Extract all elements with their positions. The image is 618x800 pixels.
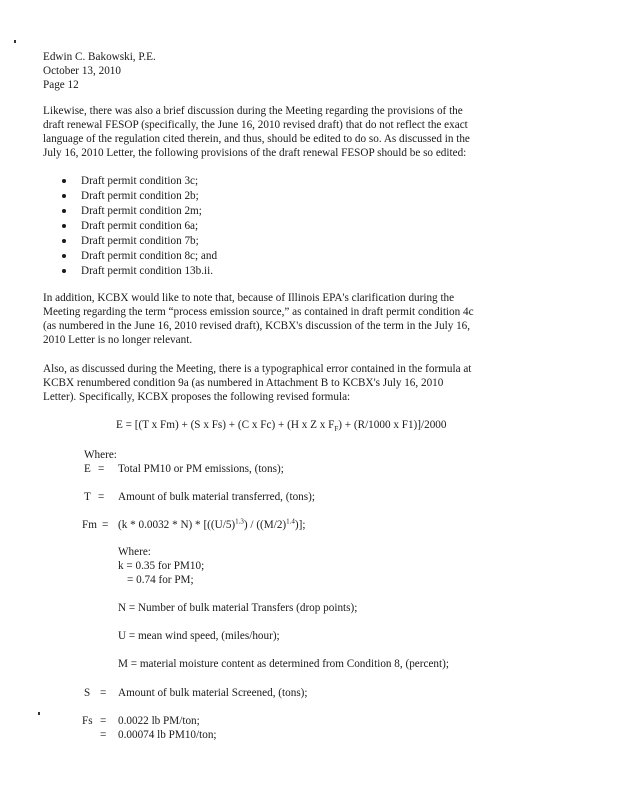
condition-item: Draft permit condition 13b.ii. xyxy=(81,265,214,277)
condition-item: Draft permit condition 2b; xyxy=(81,190,199,202)
emission-formula xyxy=(116,418,447,432)
fm-m-definition: M = material moisture content as determined from Condition 8, (percent); xyxy=(118,658,449,670)
condition-item: Draft permit condition 7b; xyxy=(81,235,199,247)
condition-item: Draft permit condition 6a; xyxy=(81,220,199,232)
paragraph-1-line: language of the regulation cited therein, and thus, should be edited to do so. As discussed in the xyxy=(43,133,470,145)
def-fs-symbol: Fs xyxy=(82,715,93,727)
def-s-symbol: S xyxy=(84,687,91,699)
def-fs-pm10: 0.00074 lb PM10/ton; xyxy=(118,729,217,741)
bullet-icon xyxy=(62,254,66,258)
fm-n-definition: N = Number of bulk material Transfers (drop points); xyxy=(118,602,358,614)
formula-rhs: = [(T x Fm) + (S x Fs) + (C x Fc) + (H x Z x F xyxy=(125,419,335,431)
scan-mark xyxy=(38,712,40,715)
fm-text-b: ) / ((M/2) xyxy=(243,519,287,531)
def-fs-equals: = xyxy=(100,715,107,727)
page-number: Page 12 xyxy=(43,79,79,91)
paragraph-2-line: Meeting regarding the term “process emission source,” as contained in draft permit condition 4c xyxy=(43,306,474,318)
fm-text-c: )]; xyxy=(294,519,306,531)
bullet-icon xyxy=(62,239,66,243)
where-label: Where: xyxy=(84,449,117,461)
paragraph-2-line: (as numbered in the June 16, 2010 revised draft), KCBX's discussion of the term in the July 16, xyxy=(43,320,471,332)
recipient-name: Edwin C. Bakowski, P.E. xyxy=(43,51,156,63)
def-e-symbol: E xyxy=(84,463,91,475)
fm-exponent-2: 1.4 xyxy=(286,517,295,526)
def-fm-text xyxy=(118,518,305,532)
paragraph-1-line: Likewise, there was also a brief discussion during the Meeting regarding the provisions of the xyxy=(43,105,463,117)
condition-item: Draft permit condition 3c; xyxy=(81,175,199,187)
condition-item: Draft permit condition 8c; and xyxy=(81,250,218,262)
formula-lhs: E xyxy=(116,419,123,431)
paragraph-3-line: Letter). Specifically, KCBX proposes the following revised formula: xyxy=(43,391,351,403)
def-e-equals: = xyxy=(98,463,105,475)
fm-u-definition: U = mean wind speed, (miles/hour); xyxy=(118,630,280,642)
scan-mark xyxy=(14,40,16,43)
bullet-icon xyxy=(62,194,66,198)
paragraph-2-line: In addition, KCBX would like to note that, because of Illinois EPA's clarification during the xyxy=(43,292,455,304)
def-t-text: Amount of bulk material transferred, (tons); xyxy=(118,491,315,503)
def-t-symbol: T xyxy=(84,491,91,503)
paragraph-1-line: July 16, 2010 Letter, the following provisions of the draft renewal FESOP should be so edited: xyxy=(43,147,467,159)
bullet-icon xyxy=(62,209,66,213)
paragraph-3-line: KCBX renumbered condition 9a (as numbered in Attachment B to KCBX's July 16, 2010 xyxy=(43,377,444,389)
fm-text-a: (k * 0.0032 * N) * [((U/5) xyxy=(118,519,236,531)
def-s-text: Amount of bulk material Screened, (tons); xyxy=(118,687,308,699)
formula-rhs-end: ) + (R/1000 x F1)]/2000 xyxy=(338,419,447,431)
fm-k-pm10: k = 0.35 for PM10; xyxy=(118,560,205,572)
paragraph-1-line: draft renewal FESOP (specifically, the June 16, 2010 revised draft) that do not reflect the exact xyxy=(43,119,468,131)
paragraph-3-line: Also, as discussed during the Meeting, there is a typographical error contained in the formula at xyxy=(43,363,472,375)
def-fm-symbol: Fm xyxy=(82,519,97,531)
def-s-equals: = xyxy=(100,687,107,699)
bullet-icon xyxy=(62,224,66,228)
formula-subscript: F xyxy=(334,425,339,434)
fm-where-label: Where: xyxy=(118,546,151,558)
def-e-text: Total PM10 or PM emissions, (tons); xyxy=(118,463,284,475)
def-t-equals: = xyxy=(98,491,105,503)
condition-item: Draft permit condition 2m; xyxy=(81,205,202,217)
bullet-icon xyxy=(62,269,66,273)
bullet-icon xyxy=(62,179,66,183)
def-fs-pm: 0.0022 lb PM/ton; xyxy=(118,715,200,727)
paragraph-2-line: 2010 Letter is no longer relevant. xyxy=(43,334,193,346)
fm-exponent-1: 1.3 xyxy=(235,517,244,526)
letter-date: October 13, 2010 xyxy=(43,65,121,77)
def-fs-equals-2: = xyxy=(100,729,107,741)
def-fm-equals: = xyxy=(102,519,109,531)
fm-k-pm: = 0.74 for PM; xyxy=(127,574,194,586)
